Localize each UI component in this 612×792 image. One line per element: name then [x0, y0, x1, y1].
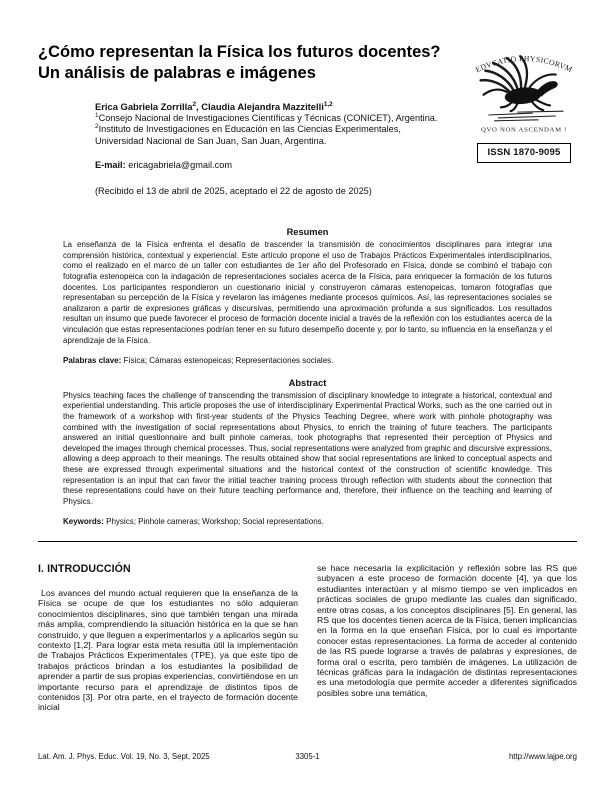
emblem-ground-hatching: [488, 111, 563, 121]
affiliation-1: [95, 113, 440, 124]
email-line: [95, 160, 440, 171]
issn-badge: ISSN 1870-9095: [477, 143, 570, 163]
palabras-clave-line: [63, 356, 552, 367]
abstract-text: Physics teaching faces the challenge of transcending the transmission of disciplinary knowledge to integrate a historical, contextual and experiential understanding. This article proposes the use of interdisciplinary Experimental Practical Works, such as the one carried out in the framework of a workshop with first-year students of the Physics Teaching Degree, where work with pinhole photography was combined with the investigation of social representations about Physics, to enrich the training of future teachers. The participants answered an initial questionnaire and built pinhole cameras, took photographs that represented their perception of Physics and developed the images through chemical processes. Thus, social representations were analyzed from graphic and discursive expressions, allowing a deep approach to their meanings. The results obtained show that social representations are linked to conceptual aspects and these are expressed through experimental situations and the historical context of the construction of scientific knowledge. This representation is an input that can favor the initial teacher training process through reflection with students about the connection that these representations could have on their future teaching performance and, therefore, their influence on the teaching and learning of Physics.: [63, 390, 552, 506]
introduction-heading: I. INTRODUCCIÓN: [38, 562, 131, 575]
abstract-heading: Abstract: [288, 377, 327, 388]
footer-journal-citation: Lat. Am. J. Phys. Educ. Vol. 19, No. 3, Sept, 2025: [38, 752, 210, 761]
left-column: [38, 563, 298, 713]
title-line-2: Un análisis de palabras e imágenes: [38, 64, 316, 82]
authors-line: [95, 101, 440, 113]
footer-page-number: 3305-1: [295, 752, 320, 761]
section-divider: [38, 541, 577, 542]
keywords-line: [63, 517, 552, 528]
author-2-affiliation-mark: 1,2: [323, 100, 333, 108]
keywords-values: Physics; Pinhole cameras; Workshop; Social representations.: [106, 517, 324, 527]
affiliation-1-mark: 1: [95, 111, 99, 119]
email-address[interactable]: ericagabriela@gmail.com: [128, 160, 232, 171]
affiliation-1-text: Consejo Nacional de Investigaciones Científicas y Técnicas (CONICET), Argentina.: [98, 113, 438, 123]
author-block: [95, 101, 440, 197]
introduction-paragraph-left: Los avances del mundo actual requieren que la enseñanza de la Física se ocupe de que los estudiantes no sólo adquieran conocimientos disciplinares, sino que también tengan una mirada más amplia, comprendiendo la situación histórica en la que se han construido, y que lleguen a experimentarlos y a aplicarlos según su contexto [1,2]. Para lograr esta meta resulta útil la implementación de Trabajos Prácticos Experimentales (TPE), ya que este tipo de trabajos prácticos brindan a los estudiantes la posibilidad de aprender a partir de sus propias experiencias, convirtiéndose en un importante recurso para el aprendizaje de distintos tipos de contenidos [3]. Por otra parte, en el trayecto de formación docente inicial: [38, 587, 298, 713]
affiliation-2-mark: 2: [95, 123, 99, 131]
paper-header: [38, 42, 577, 197]
page-footer: [38, 752, 577, 761]
author-separator: ,: [196, 101, 202, 112]
author-1-affiliation-mark: 2: [192, 100, 197, 108]
palabras-clave-values: Física; Cámaras estenopeicas; Representaciones sociales.: [123, 356, 334, 366]
introduction-paragraph-right: se hace necesaria la explicitación y reflexión sobre las RS que subyacen a este proceso de formación docente [4], ya que los estudiantes interactúan y al mismo tiempo se ven implicados en prácticas sociales de grupo mediante las cuales dan significado, entre otras cosas, a los conceptos disciplinares [5]. En general, las RS que los docentes tienen acerca de la Física, tienen implicancias en la forma en la que enseñan Física, por lo cual es importante conocer estas representaciones. La forma de acceder al contenido de las RS puede lograrse a través de palabras y expresiones, de forma oral o escrita, pero también de imágenes. La utilización de técnicas gráficas para la indagación de distintas representaciones es una metodología que permite acceder a diferentes significados posibles sobre una temática,: [317, 562, 577, 698]
resumen-heading: Resumen: [286, 227, 329, 238]
resumen-text: La enseñanza de la Física enfrenta el desafío de trascender la transmisión de conocimientos disciplinares para integrar una comprensión histórica, contextual y experiencial. Este artículo propone el uso de Trabajos Prácticos Experimentales interdisciplinarios, como el realizado en el marco de un taller con estudiantes de 1er año del Profesorado en Física, donde se combinó el trabajo con fotografía estenopeica con la indagación de representaciones sociales acerca de la Física, para enriquecer la formación de los futuros docentes. Los participantes respondieron un cuestionario inicial y construyeron cámaras estenopeicas, tomaron fotografías que representaban su percepción de la Física y revelaron las imágenes mediante procesos químicos. Así, las representaciones sociales se analizaron a partir de expresiones gráficas y discursivas, permitiendo una aproximación profunda a sus significados. Los resultados resultan un insumo que puede favorecer el proceso de formación docente inicial a través de la reflexión con los estudiantes acerca de la vinculación que estas representaciones podrían tener en su futuro desempeño docente y, por lo tanto, su influencia en la enseñanza y el aprendizaje de la Física.: [63, 240, 552, 345]
footer-journal-url[interactable]: http://www.lajpe.org: [508, 752, 577, 761]
affiliation-2-text: Instituto de Investigaciones en Educación en las Ciencias Experimentales, Universidad Nacional de San Juan, San Juan, Argentina.: [95, 124, 401, 146]
emblem-top-text: EDVCATIO PHYSICORVM: [474, 54, 574, 75]
header-left-column: [38, 42, 471, 197]
journal-emblem-pegasus-icon: [471, 42, 577, 136]
journal-identity: [471, 42, 577, 163]
keywords-label: Keywords:: [63, 517, 104, 527]
received-accepted-line: (Recibido el 13 de abril de 2025, aceptado el 22 de agosto de 2025): [95, 186, 372, 197]
right-column: [317, 563, 577, 713]
title-line-1: ¿Cómo representan la Física los futuros docentes?: [38, 43, 441, 61]
paper-title: [38, 42, 471, 84]
emblem-motto-text: QVO NON ASCENDAM !: [480, 126, 568, 134]
email-label: E-mail:: [95, 160, 126, 171]
two-column-body: [38, 563, 577, 713]
palabras-clave-label: Palabras clave:: [63, 356, 122, 366]
affiliation-2: [95, 124, 440, 147]
author-2: Claudia Alejandra Mazzitelli: [201, 101, 324, 112]
author-1: Erica Gabriela Zorrilla: [95, 101, 193, 112]
